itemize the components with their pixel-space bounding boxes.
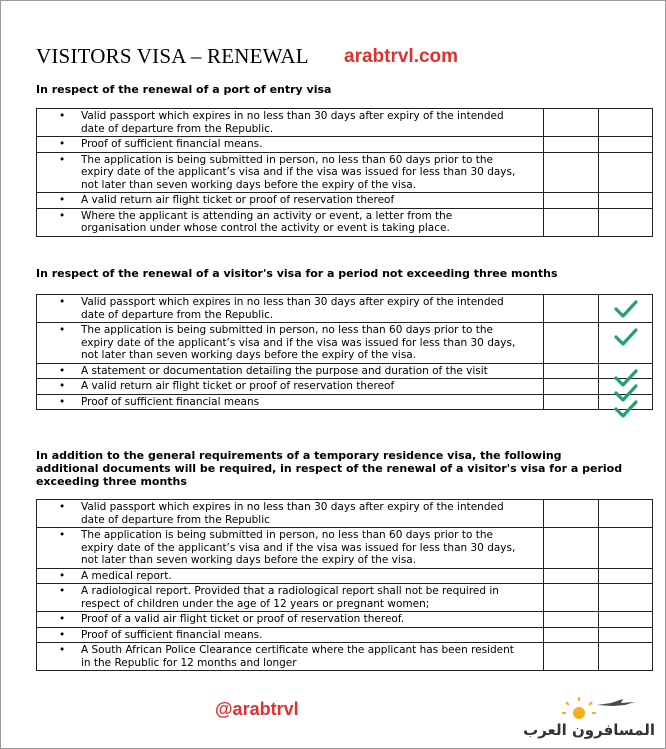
bullet-icon: •	[59, 153, 66, 166]
blank-cell	[544, 394, 599, 410]
requirement-text: Proof of sufficient financial means.	[81, 628, 263, 641]
check-cell	[599, 584, 653, 612]
requirement-cell	[37, 568, 544, 584]
requirement-text: A radiological report. Provided that a radiological report shall not be required in respect of children under the age of 12 years or pregnant women;	[81, 585, 499, 610]
check-cell	[599, 193, 653, 209]
checkmark-icon	[614, 299, 638, 319]
blank-cell	[544, 612, 599, 628]
site-logo	[523, 691, 663, 747]
requirement-cell	[37, 363, 544, 379]
check-cell	[599, 323, 653, 364]
bullet-icon: •	[59, 569, 66, 582]
requirement-text: Proof of a valid air flight ticket or proof of reservation thereof.	[81, 613, 405, 625]
requirement-text: A South African Police Clearance certificate where the applicant has been resident in the Republic for 12 months and longer	[81, 644, 514, 669]
blank-cell	[544, 208, 599, 236]
requirements-table-port-of-entry	[36, 108, 653, 237]
check-cell	[599, 612, 653, 628]
check-cell	[599, 627, 653, 643]
bullet-icon: •	[59, 644, 66, 656]
requirement-cell	[37, 208, 544, 236]
requirement-text: The application is being submitted in person, no less than 60 days prior to the expiry date of the applicant’s visa and if the visa was issued for less than 30 days, not later than seven working days before the expiry of the visa.	[81, 529, 516, 566]
bullet-icon: •	[59, 529, 66, 541]
check-cell	[599, 152, 653, 193]
requirement-row	[37, 152, 653, 193]
blank-cell	[544, 500, 599, 528]
blank-cell	[544, 152, 599, 193]
requirements-table-under-three-months	[36, 294, 653, 410]
requirement-text: Proof of sufficient financial means	[81, 395, 260, 408]
blank-cell	[544, 584, 599, 612]
blank-cell	[544, 363, 599, 379]
blank-cell	[544, 528, 599, 569]
requirement-row	[37, 208, 653, 236]
requirement-cell	[37, 109, 544, 137]
blank-cell	[544, 295, 599, 323]
requirement-cell	[37, 323, 544, 364]
bullet-icon: •	[59, 501, 66, 513]
sun-icon	[562, 697, 596, 719]
requirement-cell	[37, 394, 544, 410]
bullet-icon: •	[59, 138, 66, 150]
check-cell	[599, 109, 653, 137]
bullet-icon: •	[59, 324, 66, 336]
check-cell	[599, 568, 653, 584]
requirement-row	[37, 612, 653, 628]
watermark-top: arabtrvl.com	[344, 46, 459, 67]
checkmark-icon	[614, 399, 638, 419]
requirement-text: The application is being submitted in person, no less than 60 days prior to the expiry date of the applicant’s visa and if the visa was issued for less than 30 days, not later than seven working days before the expiry of the visa.	[81, 153, 516, 191]
blank-cell	[544, 323, 599, 364]
bullet-icon: •	[59, 209, 66, 222]
requirement-row	[37, 528, 653, 569]
requirement-text: Valid passport which expires in no less than 30 days after expiry of the intended date of departure from the Republic.	[81, 296, 504, 321]
check-cell	[599, 363, 653, 379]
blank-cell	[544, 137, 599, 153]
check-cell	[599, 295, 653, 323]
watermark-bottom: @arabtrvl	[215, 699, 299, 719]
blank-cell	[544, 379, 599, 395]
checkmark-icon	[614, 327, 638, 347]
check-cell	[599, 208, 653, 236]
bullet-icon: •	[59, 613, 66, 625]
requirement-text: Valid passport which expires in no less than 30 days after expiry of the intended date of departure from the Republic	[81, 501, 504, 526]
requirement-row	[37, 643, 653, 671]
bullet-icon: •	[59, 395, 66, 408]
requirement-text: A medical report.	[81, 569, 172, 582]
requirement-cell	[37, 193, 544, 209]
requirement-row	[37, 584, 653, 612]
section-heading-port-of-entry: In respect of the renewal of a port of entry visa	[36, 83, 332, 96]
check-cell	[599, 643, 653, 671]
requirement-row	[37, 568, 653, 584]
section-heading-under-three-months: In respect of the renewal of a visitor's visa for a period not exceeding three months	[36, 267, 558, 280]
requirement-row	[37, 500, 653, 528]
requirement-text: A valid return air flight ticket or proof of reservation thereof	[81, 194, 395, 206]
requirement-cell	[37, 379, 544, 395]
requirement-cell	[37, 295, 544, 323]
requirement-row	[37, 295, 653, 323]
check-cell	[599, 137, 653, 153]
requirement-text: A statement or documentation detailing the purpose and duration of the visit	[81, 364, 488, 377]
check-cell	[599, 394, 653, 410]
requirement-text: Proof of sufficient financial means.	[81, 138, 263, 150]
airplane-icon	[597, 699, 635, 706]
requirement-text: A valid return air flight ticket or proof of reservation thereof	[81, 380, 395, 392]
requirement-cell	[37, 584, 544, 612]
blank-cell	[544, 568, 599, 584]
requirement-text: Where the applicant is attending an activity or event, a letter from the organisation under whose control the activity or event is taking place.	[81, 209, 453, 234]
bullet-icon: •	[59, 296, 66, 308]
bullet-icon: •	[59, 380, 66, 392]
bullet-icon: •	[59, 628, 66, 641]
requirement-row	[37, 363, 653, 379]
requirement-row	[37, 109, 653, 137]
bullet-icon: •	[59, 110, 66, 122]
requirement-row	[37, 379, 653, 395]
requirement-cell	[37, 612, 544, 628]
logo-text: المسافرون العرب	[523, 721, 655, 739]
blank-cell	[544, 643, 599, 671]
requirement-cell	[37, 643, 544, 671]
check-cell	[599, 500, 653, 528]
check-cell	[599, 528, 653, 569]
requirements-table-over-three-months	[36, 499, 653, 671]
blank-cell	[544, 193, 599, 209]
bullet-icon: •	[59, 585, 66, 597]
requirement-cell	[37, 152, 544, 193]
requirement-row	[37, 193, 653, 209]
requirement-cell	[37, 627, 544, 643]
requirement-row	[37, 137, 653, 153]
requirement-cell	[37, 500, 544, 528]
check-cell	[599, 379, 653, 395]
page-title: VISITORS VISA – RENEWAL	[36, 44, 309, 68]
blank-cell	[544, 109, 599, 137]
section-heading-over-three-months: In addition to the general requirements of a temporary residence visa, the following additional documents will be required, in respect of the renewal of a visitor's visa for a period exceeding three months	[36, 449, 623, 488]
blank-cell	[544, 627, 599, 643]
requirement-cell	[37, 528, 544, 569]
requirement-cell	[37, 137, 544, 153]
requirement-row	[37, 627, 653, 643]
bullet-icon: •	[59, 194, 66, 206]
requirement-row	[37, 394, 653, 410]
requirement-text: The application is being submitted in person, no less than 60 days prior to the expiry date of the applicant’s visa and if the visa was issued for less than 30 days, not later than seven working days before the expiry of the visa.	[81, 324, 516, 361]
bullet-icon: •	[59, 364, 66, 377]
requirement-text: Valid passport which expires in no less than 30 days after expiry of the intended date of departure from the Republic.	[81, 110, 504, 135]
requirement-row	[37, 323, 653, 364]
